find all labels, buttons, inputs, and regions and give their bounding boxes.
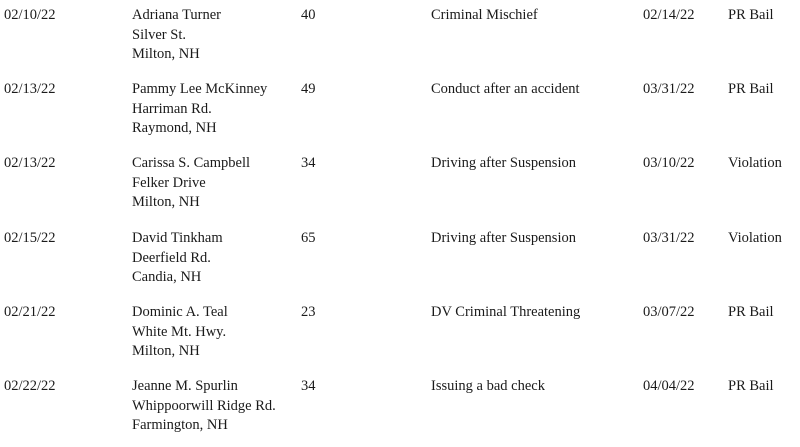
person-town: Milton, NH: [132, 343, 200, 359]
record-row: [0, 377, 800, 447]
person-age: 23: [301, 304, 316, 320]
person-name: Adriana Turner: [132, 7, 222, 23]
charge: Criminal Mischief: [431, 7, 538, 23]
record-row: [0, 6, 800, 76]
court-date: 02/14/22: [643, 7, 695, 23]
person-town: Raymond, NH: [132, 120, 217, 136]
arrest-date: 02/10/22: [4, 7, 56, 23]
person-age: 34: [301, 378, 316, 394]
arrest-date: 02/13/22: [4, 155, 56, 171]
person-name: Jeanne M. Spurlin: [132, 378, 238, 394]
person-block: [132, 377, 276, 436]
person-age: 65: [301, 230, 316, 246]
person-age: 49: [301, 81, 316, 97]
charge: Conduct after an accident: [431, 81, 580, 97]
arrest-date: 02/13/22: [4, 81, 56, 97]
person-town: Milton, NH: [132, 194, 200, 210]
court-date: 04/04/22: [643, 378, 695, 394]
bail-status: PR Bail: [728, 7, 774, 23]
court-date: 03/07/22: [643, 304, 695, 320]
person-age: 40: [301, 7, 316, 23]
court-date: 03/31/22: [643, 230, 695, 246]
person-town: Milton, NH: [132, 46, 200, 62]
person-block: [132, 80, 267, 139]
person-block: [132, 229, 223, 288]
arrest-date: 02/22/22: [4, 378, 56, 394]
person-name: Pammy Lee McKinney: [132, 81, 268, 97]
person-street: White Mt. Hwy.: [132, 323, 227, 340]
person-street: Harriman Rd.: [132, 100, 212, 117]
person-block: [132, 6, 221, 65]
arrest-date: 02/21/22: [4, 304, 56, 320]
bail-status: PR Bail: [728, 81, 774, 97]
person-name: David Tinkham: [132, 230, 223, 246]
charge: Driving after Suspension: [431, 155, 576, 171]
person-street: Whippoorwill Ridge Rd.: [132, 397, 276, 414]
person-name: Carissa S. Campbell: [132, 155, 251, 171]
court-date: 03/10/22: [643, 155, 695, 171]
bail-status: Violation: [728, 230, 782, 246]
bail-status: PR Bail: [728, 378, 774, 394]
record-row: [0, 154, 800, 224]
person-street: Felker Drive: [132, 174, 206, 191]
person-street: Deerfield Rd.: [132, 249, 211, 266]
person-name: Dominic A. Teal: [132, 304, 228, 320]
bail-status: Violation: [728, 155, 782, 171]
charge: Issuing a bad check: [431, 378, 545, 394]
person-age: 34: [301, 155, 316, 171]
bail-status: PR Bail: [728, 304, 774, 320]
charge: Driving after Suspension: [431, 230, 576, 246]
record-row: [0, 80, 800, 150]
person-street: Silver St.: [132, 26, 186, 43]
record-row: [0, 229, 800, 299]
arrest-date: 02/15/22: [4, 230, 56, 246]
record-row: [0, 303, 800, 373]
person-block: [132, 154, 250, 213]
court-date: 03/31/22: [643, 81, 695, 97]
person-town: Candia, NH: [132, 269, 202, 285]
person-block: [132, 303, 228, 362]
charge: DV Criminal Threatening: [431, 304, 581, 320]
person-town: Farmington, NH: [132, 417, 228, 433]
